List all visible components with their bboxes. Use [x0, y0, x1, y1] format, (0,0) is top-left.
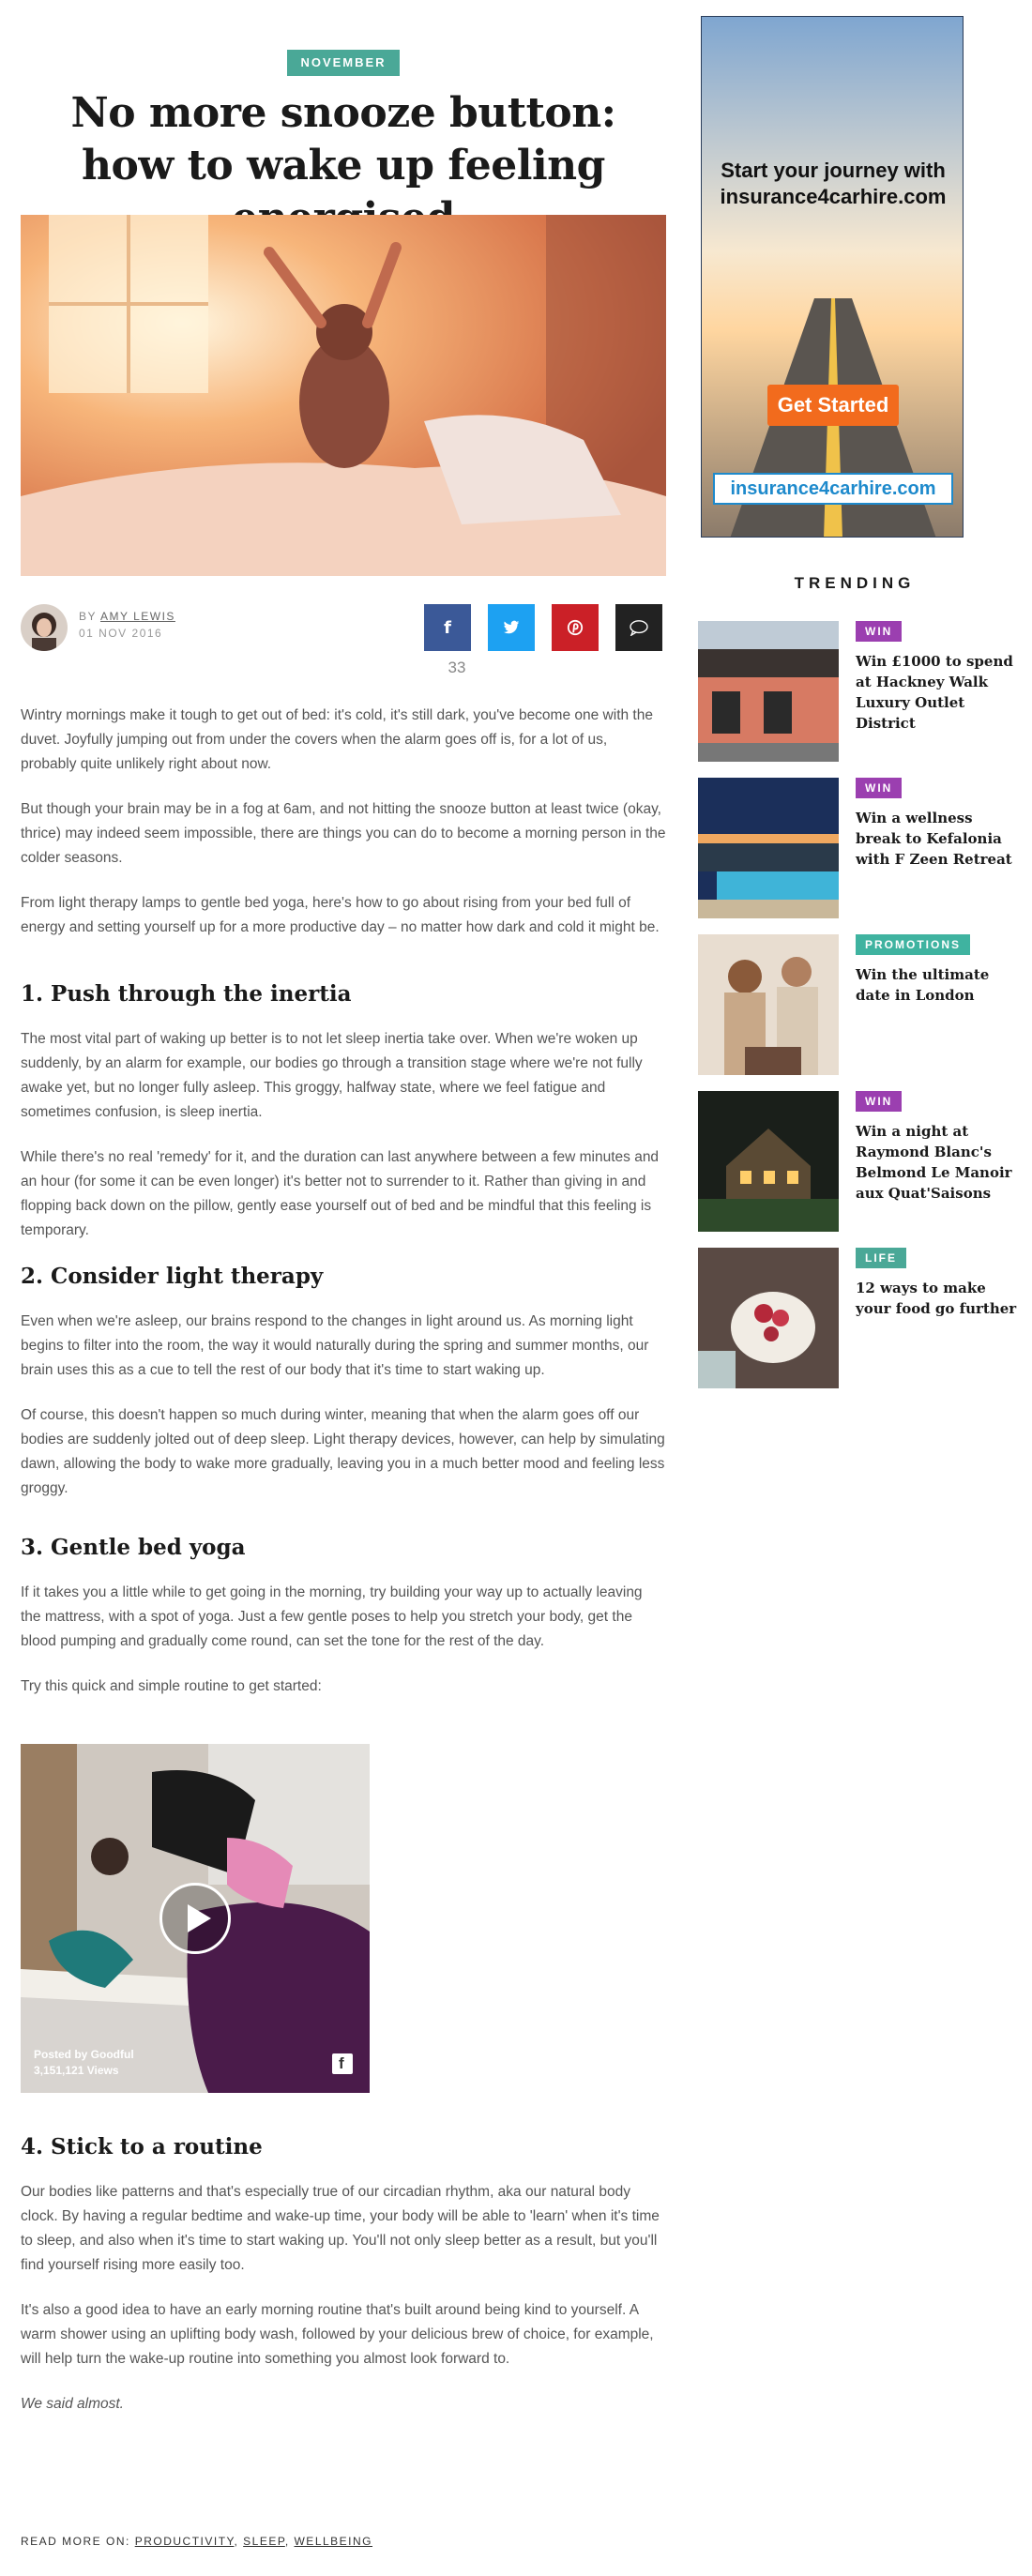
- section-heading: 2. Consider light therapy: [21, 1264, 324, 1289]
- section-paragraph: If it takes you a little while to get going in the morning, try building your way up to actually leaving the mattress, with a spot of yoga. Just a few gentle poses to help you stretch your body, get the blood pumping and gradually come round, can set the tone for the rest of the day.: [21, 1584, 643, 1649]
- trending-tag[interactable]: PROMOTIONS: [856, 934, 970, 955]
- publish-date: 01 NOV 2016: [79, 627, 163, 640]
- play-icon: [162, 1886, 228, 1951]
- video-player[interactable]: [21, 1744, 370, 2093]
- section-paragraph: We said almost.: [21, 2396, 124, 2412]
- share-count: 33: [448, 659, 466, 676]
- trending-item[interactable]: [698, 1248, 1017, 1388]
- article-body: [21, 704, 666, 2437]
- trending-item[interactable]: [698, 1091, 1011, 1232]
- tag-link-productivity[interactable]: PRODUCTIVITY: [134, 2535, 235, 2548]
- section-paragraph: It's also a good idea to have an early morning routine that's built around being kind to yourself. A warm shower using an uplifting body wash, followed by your delicious brew of choice, for example, will help turn the wake-up routine into something you almost look forward to.: [21, 2302, 654, 2367]
- trending-item[interactable]: [698, 934, 1011, 1075]
- trending-tag[interactable]: WIN: [856, 778, 902, 798]
- ad-cta-button[interactable]: Get Started: [767, 385, 899, 426]
- section-paragraph: Even when we're asleep, our brains respond to the changes in light around us. As morning light begins to filter into the room, the way it would naturally during the spring and summer months, our brain uses this as a cue to tell the rest of our body that it's time to start waking up.: [21, 1313, 649, 1378]
- section-heading: 4. Stick to a routine: [21, 2134, 263, 2159]
- trending-title[interactable]: 12 ways to make your food go further: [856, 1280, 1017, 1317]
- ad-logo: insurance4carhire.com: [713, 473, 953, 505]
- read-more: READ MORE ON: PRODUCTIVITY, SLEEP, WELLBEING: [21, 2535, 373, 2548]
- trending-title[interactable]: Win the ultimate date in London: [856, 966, 990, 1004]
- section-paragraph: Of course, this doesn't happen so much during winter, meaning that when the alarm goes off our bodies are suddenly jolted out of deep sleep. Light therapy devices, however, can help by simulating dawn, allowing the body to wake more gradually, leaving you in a much better mood and feeling less groggy.: [21, 1407, 665, 1496]
- video-views: 3,151,121 Views: [34, 2064, 119, 2077]
- author-line: [79, 610, 175, 623]
- read-more-label: READ MORE ON:: [21, 2535, 130, 2548]
- twitter-share-button[interactable]: [488, 604, 535, 651]
- section-heading: 3. Gentle bed yoga: [21, 1535, 246, 1560]
- by-label: BY: [79, 610, 97, 623]
- twitter-icon: [503, 620, 520, 635]
- author-avatar: [21, 604, 68, 651]
- video-posted-by: Posted by Goodful: [34, 2048, 134, 2061]
- intro-paragraph: From light therapy lamps to gentle bed yoga, here's how to go about rising from your bed full of energy and setting yourself up for a more productive day – no matter how dark and cold it might be.: [21, 895, 660, 935]
- advertisement[interactable]: [701, 16, 964, 538]
- intro-paragraph: But though your brain may be in a fog at 6am, and not hitting the snooze button at least twice (okay, thrice) may indeed seem impossible, there are things you can do to become a morning person in the colder seasons.: [21, 801, 666, 866]
- section-paragraph: Try this quick and simple routine to get started:: [21, 1678, 322, 1694]
- pinterest-icon: [567, 619, 584, 636]
- intro-paragraph: Wintry mornings make it tough to get out of bed: it's cold, it's still dark, you've become one with the duvet. Joyfully jumping out from under the covers when the alarm goes off is, for a lot of us, probably quite unlikely right about now.: [21, 707, 653, 772]
- trending-heading: TRENDING: [794, 574, 916, 592]
- trending-tag[interactable]: WIN: [856, 621, 902, 642]
- section-heading: 1. Push through the inertia: [21, 981, 352, 1007]
- trending-tag[interactable]: WIN: [856, 1091, 902, 1112]
- category-badge[interactable]: NOVEMBER: [287, 50, 400, 76]
- author-link[interactable]: AMY LEWIS: [99, 610, 175, 623]
- facebook-share-button[interactable]: [424, 604, 471, 651]
- trending-tag[interactable]: LIFE: [856, 1248, 906, 1268]
- play-button[interactable]: [159, 1883, 231, 1954]
- facebook-icon: f: [444, 617, 451, 638]
- tag-link-wellbeing[interactable]: WELLBEING: [294, 2535, 373, 2548]
- pinterest-share-button[interactable]: [552, 604, 599, 651]
- trending-title[interactable]: Win £1000 to spend at Hackney Walk Luxury Outlet District: [856, 653, 1013, 732]
- byline: [21, 604, 666, 676]
- facebook-icon[interactable]: f: [332, 2053, 353, 2074]
- trending-thumbnail[interactable]: [698, 621, 839, 762]
- comment-button[interactable]: [615, 604, 662, 651]
- section-paragraph: The most vital part of waking up better is to not let sleep inertia take over. When we're woken up suddenly, by an alarm for example, our bodies go through a transition stage where we're not fully awake yet, but no longer fully asleep. This groggy, halfway state, where we feel fatigue and sometimes confusion, is sleep inertia.: [21, 1031, 643, 1120]
- trending-title[interactable]: Win a wellness break to Kefalonia with F Zeen Retreat: [856, 810, 1012, 868]
- trending-item[interactable]: [698, 621, 1011, 762]
- trending-thumbnail[interactable]: [698, 778, 839, 918]
- tag-link-sleep[interactable]: SLEEP: [243, 2535, 285, 2548]
- trending-thumbnail[interactable]: [698, 1248, 839, 1388]
- trending-thumbnail[interactable]: [698, 934, 839, 1075]
- section-paragraph: While there's no real 'remedy' for it, and the duration can last anywhere between a few minutes and an hour (for some it can be even longer) it's better not to surrender to it. Rather than giving in and flopping back down on the pillow, gently ease yourself out of bed and be mindful that this feeling is temporary.: [21, 1149, 660, 1238]
- trending-title[interactable]: Win a night at Raymond Blanc's Belmond Le Manoir aux Quat'Saisons: [856, 1123, 1012, 1202]
- comment-icon: [629, 619, 649, 636]
- hero-image: [21, 215, 666, 576]
- ad-headline: Start your journey with insurance4carhire.com: [720, 159, 947, 208]
- trending-item[interactable]: [698, 778, 1011, 918]
- trending-thumbnail[interactable]: [698, 1091, 839, 1232]
- article-title: No more snooze button: how to wake up feeling: [70, 89, 616, 189]
- section-paragraph: Our bodies like patterns and that's especially true of our circadian rhythm, aka our natural body clock. By having a regular bedtime and wake-up time, your body will be able to 'learn' when it's time to sleep, and also when it's time to start waking up. You'll not only sleep better as a result, but you'll find yourself rising more easily too.: [21, 2184, 660, 2273]
